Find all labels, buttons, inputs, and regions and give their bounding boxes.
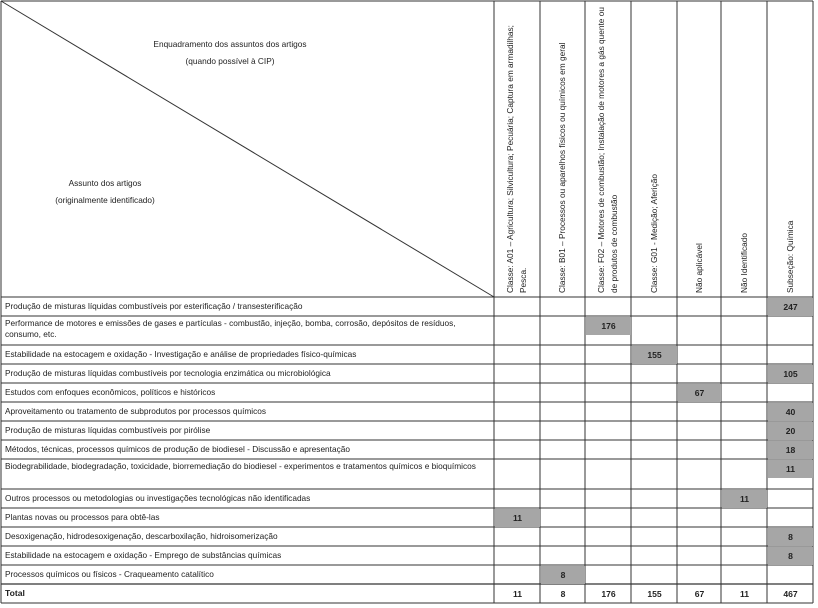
total-cell: 11 (512, 589, 523, 599)
total-cell: 67 (694, 589, 705, 599)
value-cell: 8 (768, 528, 813, 546)
row-label: Produção de misturas líquidas combustíveis por pirólise (5, 425, 211, 435)
total-cell: 155 (647, 589, 662, 599)
column-header: Subseção: Química (784, 220, 795, 293)
row-label: Estabilidade na estocagem e oxidação - Investigação e análise de propriedades físico-químicas (5, 349, 357, 359)
header-bottom-line1: Assunto dos artigos (68, 178, 142, 188)
header-top-title (70, 36, 390, 70)
value-cell: 155 (632, 346, 677, 364)
column-header: Classe: G01 - Medição; Aferição (648, 174, 659, 293)
row-label: Produção de misturas líquidas combustíveis por tecnologia enzimática ou microbiológica (5, 368, 331, 378)
value-cell: 20 (768, 422, 813, 440)
value-cell: 11 (768, 460, 813, 478)
value-cell: 176 (586, 317, 631, 335)
total-cell: 467 (783, 589, 798, 599)
column-header: Não aplicável (693, 243, 704, 293)
value-cell: 8 (768, 547, 813, 565)
total-label: Total (5, 588, 25, 598)
row-label: Métodos, técnicas, processos químicos de produção de biodiesel - Discussão e apresentação (5, 444, 350, 454)
row-label: Processos químicos ou físicos - Craqueamento catalítico (5, 569, 214, 579)
row-label: Biodegrabilidade, biodegradação, toxicidade, biorremediação do biodiesel - experimentos e tratamentos químicos e bioquímicos (5, 461, 476, 471)
value-cell: 11 (722, 490, 767, 508)
total-cell: 176 (601, 589, 616, 599)
header-top-line1: Enquadramento dos assuntos dos artigos (153, 39, 307, 49)
total-cell: 11 (739, 589, 750, 599)
value-cell: 247 (768, 298, 813, 316)
row-label: Performance de motores e emissões de gases e partículas - combustão, injeção, bomba, corrosão, depósitos de resíduos, consumo, etc. (5, 318, 456, 339)
column-header: Classe: A01 – Agricultura; Silvicultura; Pecuária; Captura em armadilhas; Pesca. (505, 25, 528, 293)
row-label: Aproveitamento ou tratamento de subprodutos por processos químicos (5, 406, 267, 416)
row-label: Estabilidade na estocagem e oxidação - Emprego de substâncias químicas (5, 550, 282, 560)
row-label: Estudos com enfoques econômicos, políticos e históricos (5, 387, 216, 397)
header-top-line2: (quando possível à CIP) (185, 56, 275, 66)
value-cell: 11 (495, 509, 540, 527)
row-label: Produção de misturas líquidas combustíveis por esterificação / transesterificação (5, 301, 303, 311)
column-header: Classe: F02 – Motores de combustão; Instalação de motores a gás quente ou de produtos de combustão (596, 7, 619, 293)
value-cell: 105 (768, 365, 813, 383)
value-cell: 67 (678, 384, 721, 402)
row-label: Desoxigenação, hidrodesoxigenação, descarboxilação, hidroisomerização (5, 531, 278, 541)
row-label: Outros processos ou metodologias ou investigações tecnológicas não identificadas (5, 493, 311, 503)
column-header: Não Identificado (738, 233, 749, 293)
value-cell: 40 (768, 403, 813, 421)
header-bottom-title (10, 175, 200, 209)
column-header: Classe: B01 – Processos ou aparelhos físicos ou químicos em geral (557, 42, 567, 293)
total-cell: 8 (560, 589, 566, 599)
row-label: Plantas novas ou processos para obtê-las (5, 512, 160, 522)
value-cell: 18 (768, 441, 813, 459)
header-bottom-line2: (originalmente identificado) (55, 195, 155, 205)
value-cell: 8 (541, 566, 585, 584)
